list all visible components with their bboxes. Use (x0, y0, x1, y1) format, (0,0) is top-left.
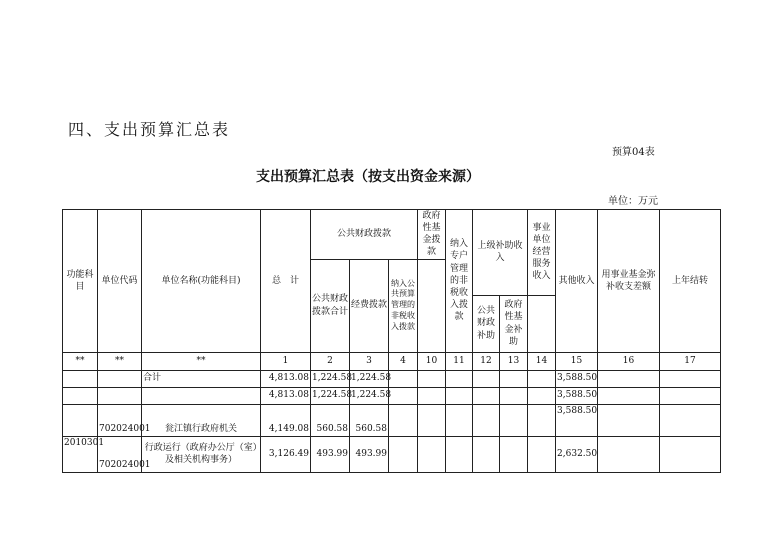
header-superior-subsidy: 上级补助收入 (473, 210, 528, 296)
total-cell: 4,813.08 (261, 387, 311, 404)
table-row (63, 387, 721, 404)
header-enterprise-service: 事业单位经营服务收入 (528, 210, 556, 296)
unit-code-cell (98, 370, 142, 387)
index-cell: ** (63, 352, 98, 370)
index-cell: 13 (500, 352, 528, 370)
func-code-cell: 2010301 (63, 436, 98, 472)
unit-code-cell: 702024001 (98, 436, 142, 472)
index-cell: 11 (446, 352, 473, 370)
unit-name-cell: 瓮江镇行政府机关 (142, 404, 261, 436)
header-carryover: 上年结转 (660, 210, 721, 353)
index-cell: 16 (598, 352, 660, 370)
header-enterprise-blank (528, 295, 556, 352)
total-cell: 4,813.08 (261, 370, 311, 387)
unit-name-cell: 行政运行（政府办公厅（室）及相关机构事务） (142, 436, 261, 472)
doc-number: 预算04表 (612, 147, 655, 158)
funding-cell: 1,224.58 (350, 370, 389, 387)
header-unit-code: 单位代码 (98, 210, 142, 353)
pf-total-cell: 1,224.58 (311, 387, 350, 404)
unit-name-cell (142, 387, 261, 404)
other-income-cell: 3,588.50 (556, 387, 598, 404)
pf-total-cell: 493.99 (311, 436, 350, 472)
header-nontax-public: 纳入公共预算管理的非税收入拨款 (389, 259, 418, 352)
header-unit-name: 单位名称(功能科目) (142, 210, 261, 353)
header-special-nontax: 纳入专户管理的非税收入拨款 (446, 210, 473, 353)
header-func-code: 功能科目 (63, 210, 98, 353)
header-public-finance: 公共财政拨款 (311, 210, 418, 260)
table-row (63, 370, 721, 387)
header-funding: 经费拨款 (350, 259, 389, 352)
index-cell: 14 (528, 352, 556, 370)
table-row (63, 404, 721, 436)
budget-table (62, 209, 721, 473)
header-gov-fund-blank (418, 259, 446, 352)
pf-total-cell: 560.58 (311, 404, 350, 436)
index-cell: 17 (660, 352, 721, 370)
index-row (63, 352, 721, 370)
table-title: 支出预算汇总表（按支出资金来源） (256, 169, 480, 185)
funding-cell: 1,224.58 (350, 387, 389, 404)
header-total: 总 计 (261, 210, 311, 353)
index-cell: 1 (261, 352, 311, 370)
header-sup-gov-fund: 政府性基金补助 (500, 295, 528, 352)
other-income-cell: 2,632.50 (556, 436, 598, 472)
header-gov-fund: 政府性基金拨款 (418, 210, 446, 260)
func-code-cell (63, 404, 98, 436)
index-cell: 4 (389, 352, 418, 370)
index-cell: ** (142, 352, 261, 370)
index-cell: 10 (418, 352, 446, 370)
header-public-finance-total: 公共财政拨款合计 (311, 259, 350, 352)
index-cell: ** (98, 352, 142, 370)
funding-cell: 493.99 (350, 436, 389, 472)
header-sup-public: 公共财政补助 (473, 295, 500, 352)
other-income-cell: 3,588.50 (556, 404, 598, 436)
total-cell: 3,126.49 (261, 436, 311, 472)
index-cell: 12 (473, 352, 500, 370)
section-title: 四、支出预算汇总表 (68, 120, 231, 139)
unit-code-cell: 702024001 (98, 404, 142, 436)
funding-cell: 560.58 (350, 404, 389, 436)
unit-label: 单位：万元 (608, 196, 658, 207)
table-row (63, 436, 721, 472)
unit-name-cell: 合计 (142, 370, 261, 387)
index-cell: 2 (311, 352, 350, 370)
index-cell: 3 (350, 352, 389, 370)
header-other-income: 其他收入 (556, 210, 598, 353)
other-income-cell: 3,588.50 (556, 370, 598, 387)
pf-total-cell: 1,224.58 (311, 370, 350, 387)
total-cell: 4,149.08 (261, 404, 311, 436)
header-fund-cover: 用事业基金弥补收支差额 (598, 210, 660, 353)
func-code-cell (63, 387, 98, 404)
unit-code-cell (98, 387, 142, 404)
func-code-cell (63, 370, 98, 387)
index-cell: 15 (556, 352, 598, 370)
